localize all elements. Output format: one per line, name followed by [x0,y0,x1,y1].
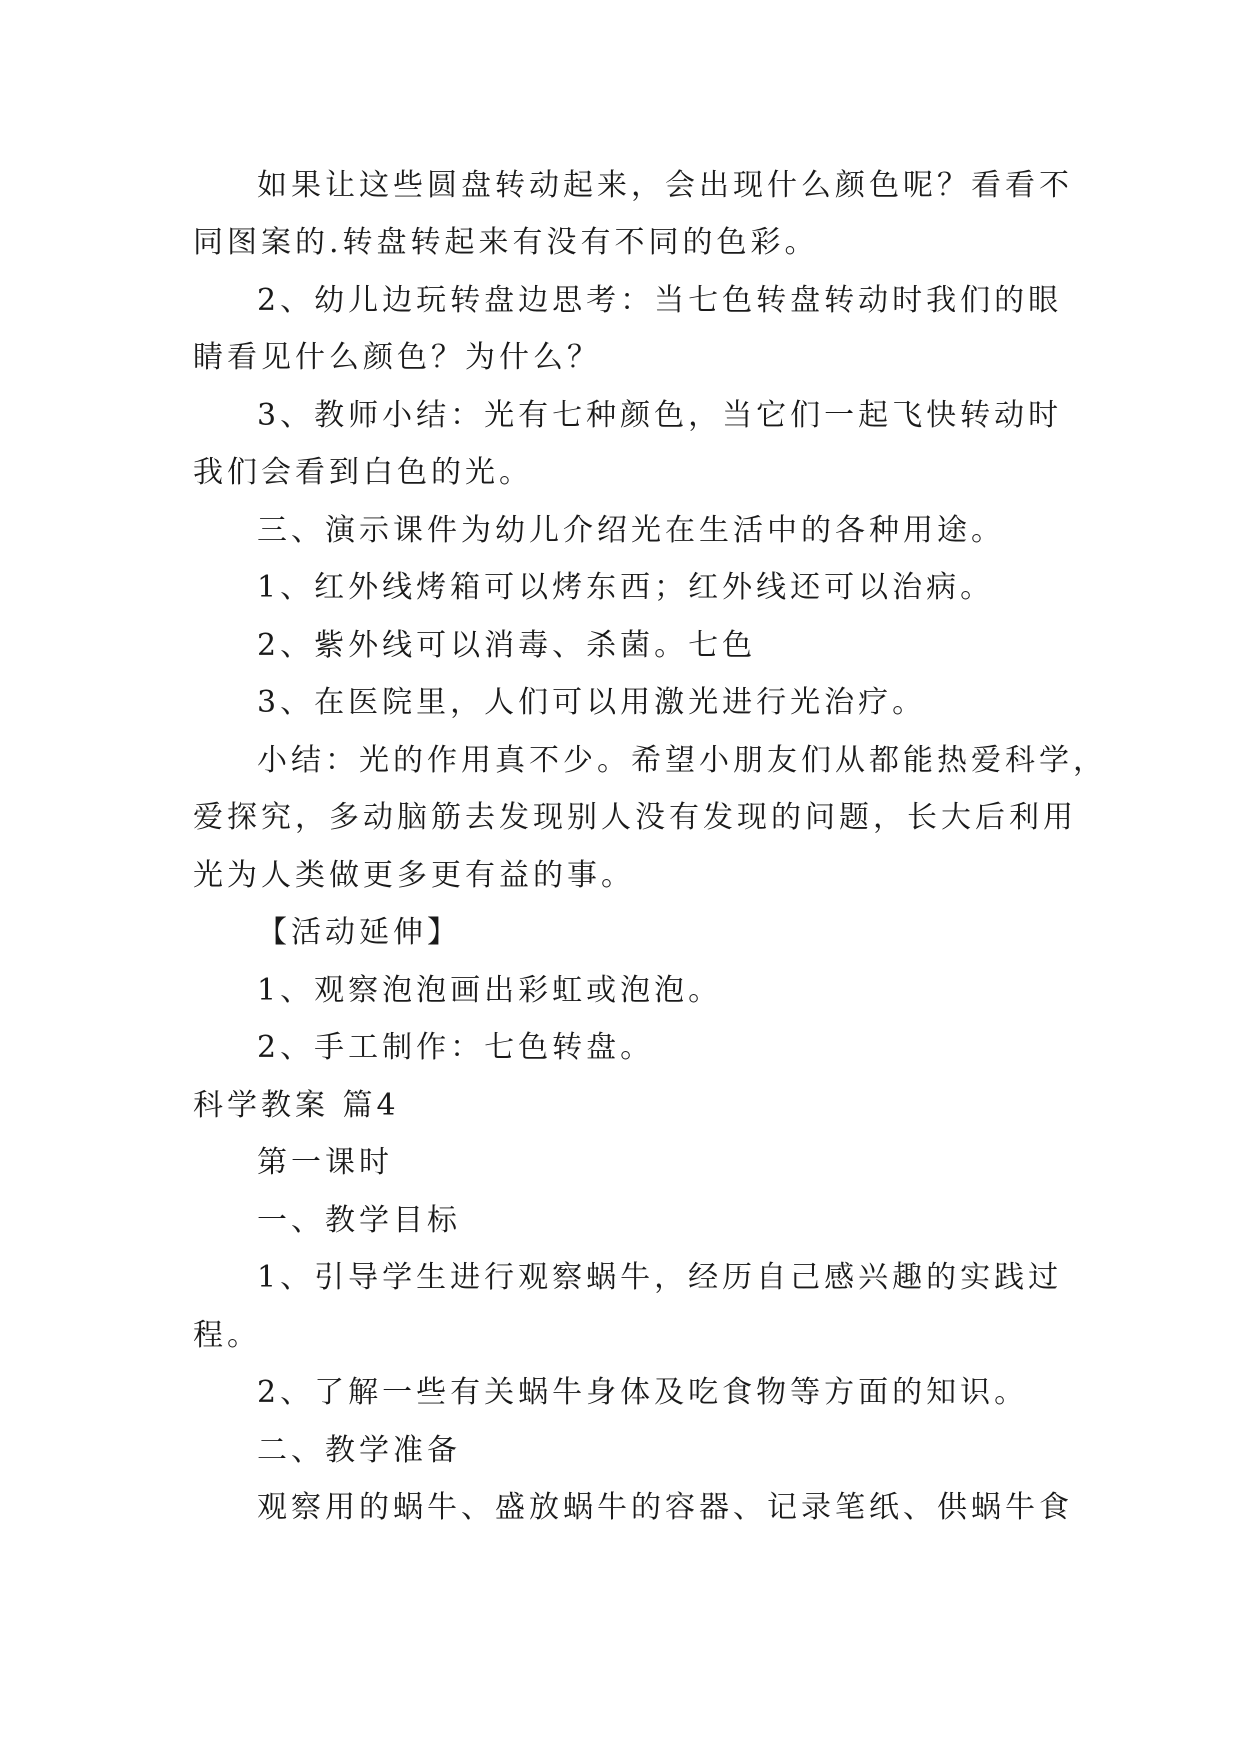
paragraph-line: 光为人类做更多更有益的事。 [193,858,635,893]
paragraph-line: 3、教师小结：光有七种颜色，当它们一起飞快转动时 [257,398,1063,433]
paragraph-line: 我们会看到白色的光。 [193,455,533,490]
section-heading: 第一课时 [257,1145,393,1180]
list-item: 1、观察泡泡画出彩虹或泡泡。 [257,973,723,1008]
section-heading: 三、演示课件为幼儿介绍光在生活中的各种用途。 [257,513,1005,548]
paragraph-line: 2、幼儿边玩转盘边思考：当七色转盘转动时我们的眼 [257,283,1063,318]
list-item: 程。 [193,1318,261,1353]
list-item: 2、紫外线可以消毒、杀菌。七色 [257,628,757,663]
paragraph-line: 观察用的蜗牛、盛放蜗牛的容器、记录笔纸、供蜗牛食 [257,1490,1073,1525]
list-item: 2、了解一些有关蜗牛身体及吃食物等方面的知识。 [257,1375,1029,1410]
paragraph-line: 小结：光的作用真不少。希望小朋友们从都能热爱科学， [257,743,1107,778]
paragraph-line: 如果让这些圆盘转动起来，会出现什么颜色呢？看看不 [257,168,1073,203]
section-heading: 一、教学目标 [257,1203,461,1238]
section-heading: 【活动延伸】 [257,915,461,950]
paragraph-line: 睛看见什么颜色？为什么？ [193,340,601,375]
paragraph-line: 同图案的.转盘转起来有没有不同的色彩。 [193,225,819,260]
list-item: 1、红外线烤箱可以烤东西；红外线还可以治病。 [257,570,995,605]
section-heading: 二、教学准备 [257,1433,461,1468]
list-item: 1、引导学生进行观察蜗牛，经历自己感兴趣的实践过 [257,1260,1063,1295]
document-title: 科学教案 篇4 [193,1088,400,1123]
paragraph-line: 爱探究，多动脑筋去发现别人没有发现的问题，长大后利用 [193,800,1077,835]
list-item: 2、手工制作：七色转盘。 [257,1030,655,1065]
list-item: 3、在医院里，人们可以用激光进行光治疗。 [257,685,927,720]
